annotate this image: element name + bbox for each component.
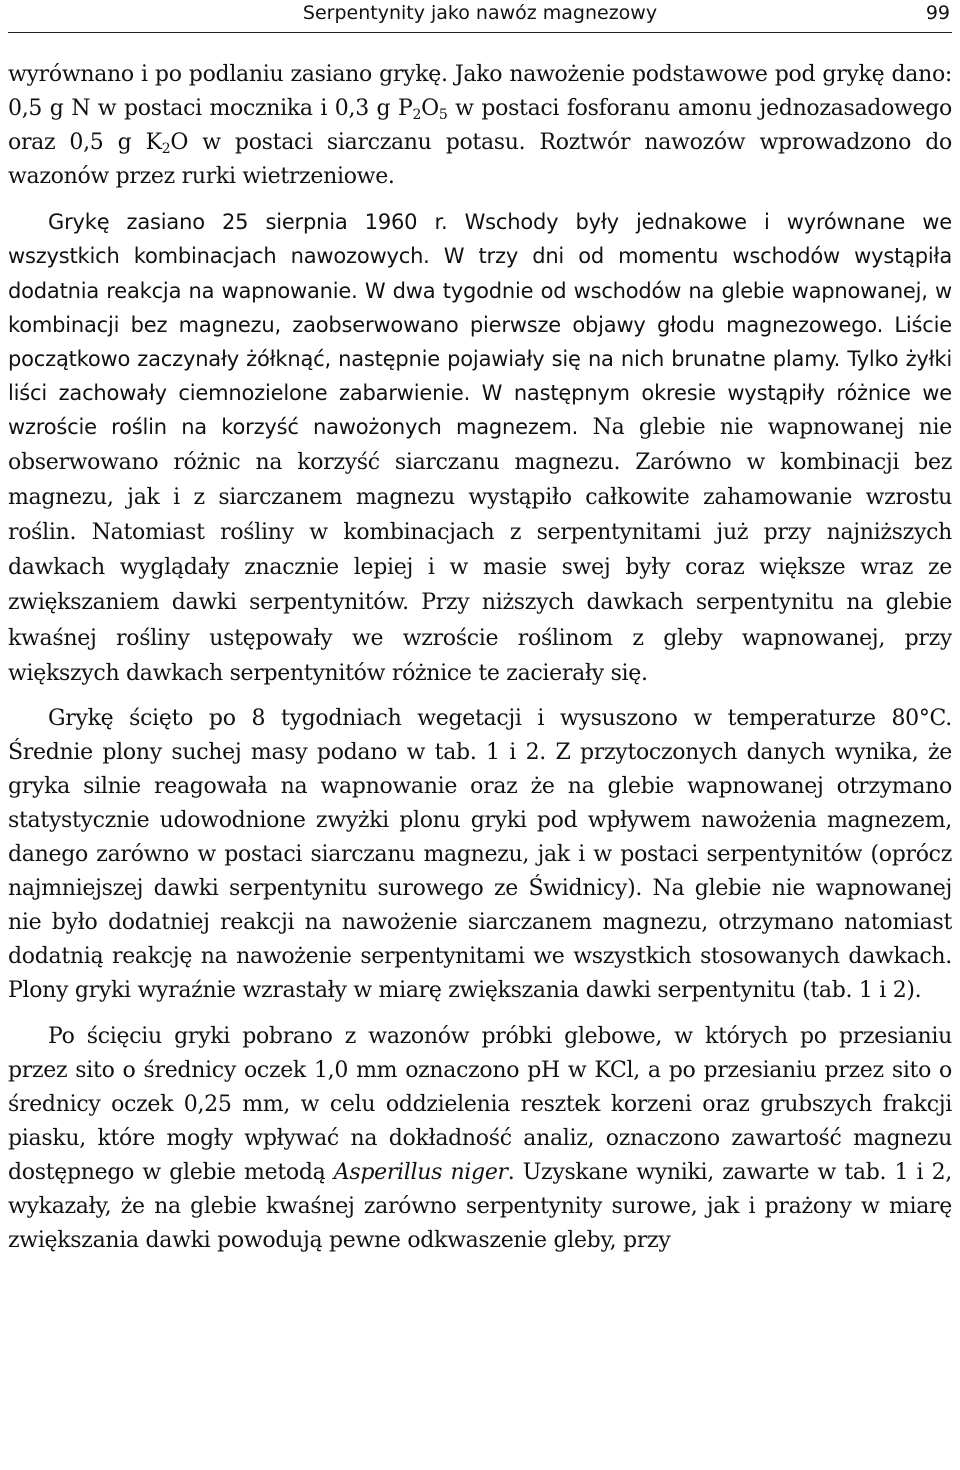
subscript: 2: [161, 141, 171, 158]
subscript: 5: [438, 107, 448, 124]
subscript: 2: [412, 107, 422, 124]
paragraph-3: Grykę ścięto po 8 tygodniach wegetacji i wysuszono w temperaturze 80°C. Średnie plony suchej masy podano w tab. 1 i 2. Z przytoczonych danych wynika, że gryka silnie reagowała na wapnowanie oraz że na glebie wapnowanej otrzymano statystycznie udowodnione zwyżki plonu gryki pod wpływem nawożenia magnezem, danego zarówno w postaci siarczanu magnezu, jak i w postaci serpentynitów (oprócz najmniejszej dawki serpentynitu surowego ze Świdnicy). Na glebie nie wapnowanej nie było dodatniej reakcji na nawożenie siarczanem magnezu, otrzymano natomiast dodatnią reakcję na nawożenie serpentynitami we wszystkich stosowanych dawkach. Plony gryki wyraźnie wzrastały w miarę zwiększania dawki serpentynitu (tab. 1 i 2).: [8, 705, 952, 1004]
document-page: [8, 0, 952, 1470]
paragraph-4-text-a: Po ścięciu gryki pobrano z wazonów próbki glebowe, w których po przesianiu przez sito o średnicy oczek 1,0 mm oznaczono pH w KCl, a po przesianiu przez sito o średnicy oczek 0,25 mm, w celu oddzielenia resztek korzeni oraz grubszych frakcji piasku, które mogły wpływać na dokładność analiz, oznaczono zawartość magnezu dostępnego w glebie metodą: [8, 1023, 952, 1185]
paragraph-1-text-b: O: [421, 96, 439, 122]
paragraph-4-text-b: . Uzyskane wyniki, zawarte w tab. 1 i 2, wykazały, że na glebie kwaśnej zarówno serpentynity surowe, jak i prażony w miarę zwiększania dawki powodują pewne odkwaszenie gleby, przy: [8, 1159, 952, 1254]
paragraph-1-text-a: wyrównano i po podlaniu zasiano grykę. Jako nawożenie podstawowe pod grykę dano: 0,5 g N w postaci mocznika i 0,3 g P: [8, 62, 952, 122]
running-title: Serpentynity jako nawóz magnezowy: [302, 2, 658, 24]
paragraph-1-text-c: w postaci fosforanu amonu jednozasadowego oraz 0,5 g K: [8, 96, 952, 156]
paragraph-1: [8, 58, 952, 194]
paragraph-2: [8, 205, 952, 690]
paragraph-2-text-a: Grykę zasiano 25 sierpnia 1960 r. Wschody były jednakowe i wyrównane we wszystkich kombinacjach nawozowych. W trzy dni od momentu wschodów wystąpiła dodatnia reakcja na wapnowanie. W dwa tygodnie od wschodów na glebie wapnowanej, w kombinacji bez magnezu, zaobserwowano pierwsze objawy głodu magnezowego. Liście początkowo zaczynały żółknąć, następnie pojawiały się na nich brunatne plamy. Tylko żyłki liści zachowały ciemnozielone zabarwienie. W następnym okresie wystąpiły różnice we wzroście roślin na korzyść nawożonych magnezem.: [8, 210, 952, 439]
running-header: [8, 0, 952, 33]
paragraph-2-text-b: Na glebie nie wapnowanej nie obserwowano różnic na korzyść siarczanu magnezu. Zarówno w kombinacji bez magnezu, jak i z siarczanem magnezu wystąpiło całkowite zahamowanie wzrostu roślin. Natomiast rośliny w kombinacjach z serpentynitami już przy najniższych dawkach wyglądały znacznie lepiej i w masie swej były coraz większe wraz ze zwiększaniem dawki serpentynitów. Przy niższych dawkach serpentynitu na glebie kwaśnej rośliny ustępowały we wzroście roślinom z gleby wapnowanej, przy większych dawkach serpentynitów różnice te zacierały się.: [8, 414, 952, 686]
paragraph-4: [8, 1020, 952, 1259]
body-text: [8, 58, 952, 1258]
page-number: 99: [925, 2, 950, 24]
species-name: Asperillus niger: [333, 1159, 508, 1185]
paragraph-1-text-d: O w postaci siarczanu potasu. Roztwór nawozów wprowadzono do wazonów przez rurki wietrzeniowe.: [8, 130, 952, 190]
